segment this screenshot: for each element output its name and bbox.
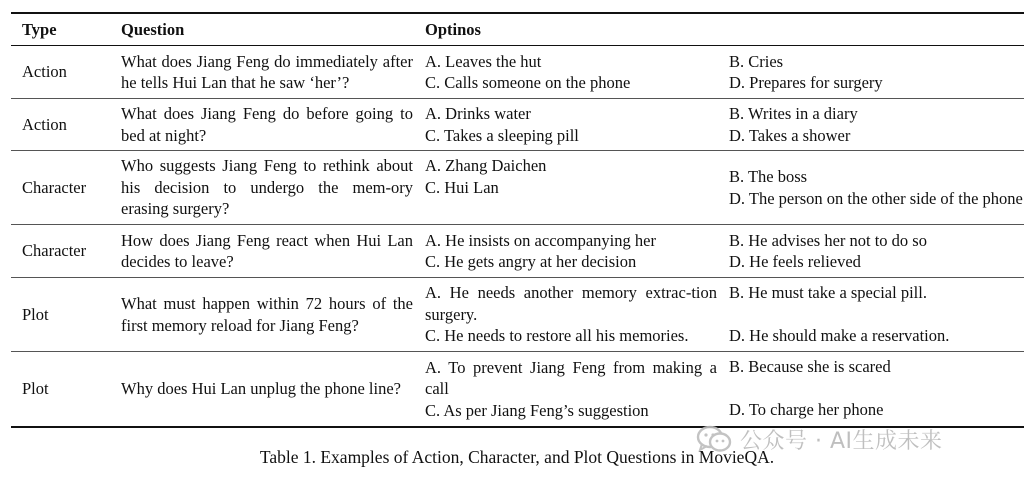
option-b: B. The boss — [729, 167, 808, 186]
option-d: D. Takes a shower — [729, 125, 851, 145]
option-c: C. As per Jiang Feng’s suggestion — [425, 400, 649, 420]
options-right-cell — [717, 151, 1024, 225]
option-b: B. Cries — [729, 51, 784, 71]
table-row — [11, 99, 1024, 151]
table-caption: Table 1. Examples of Action, Character, and Plot Questions in MovieQA. — [259, 447, 775, 467]
options-left-cell — [413, 225, 717, 278]
header-row — [11, 13, 1024, 46]
option-b: B. He advises her not to do so — [729, 230, 927, 250]
option-a: A. Drinks water — [425, 104, 531, 123]
type-cell: Action — [22, 114, 67, 134]
option-d: D. He feels relieved — [729, 252, 861, 271]
question-cell: Why does Hui Lan unplug the phone line? — [121, 379, 401, 398]
option-b: B. Writes in a diary — [729, 104, 858, 123]
watermark-text: 公众号 · AI生成未来 — [740, 428, 943, 454]
table-body — [11, 46, 1024, 427]
header-options: Optinos — [425, 19, 481, 39]
option-c: C. Calls someone on the phone — [425, 73, 631, 92]
option-d: D. He should make a reservation. — [729, 326, 950, 346]
type-cell: Plot — [22, 304, 49, 324]
option-b: B. Because she is scared — [729, 357, 891, 376]
options-left-cell — [413, 278, 717, 352]
option-d: D. To charge her phone — [729, 400, 884, 419]
options-left-cell — [413, 151, 717, 225]
table-row — [11, 225, 1024, 278]
options-left-cell — [413, 46, 717, 99]
option-c: C. He needs to restore all his memories. — [425, 326, 689, 346]
option-a: A. To prevent Jiang Feng from making a call — [425, 357, 717, 398]
options-right-cell — [717, 46, 1024, 99]
options-right-cell — [717, 278, 1024, 352]
question-cell: Who suggests Jiang Feng to rethink about his decision to undergo the mem-ory erasing surgery? — [121, 156, 413, 219]
question-cell: How does Jiang Feng react when Hui Lan decides to leave? — [121, 230, 413, 271]
option-c: C. Hui Lan — [425, 177, 499, 197]
option-a: A. He needs another memory extrac-tion surgery. — [425, 283, 717, 324]
option-a: A. He insists on accompanying her — [425, 230, 656, 250]
type-cell: Character — [22, 177, 87, 197]
option-b: B. He must take a special pill. — [729, 283, 927, 303]
option-d: D. Prepares for surgery — [729, 73, 883, 92]
option-c: C. He gets angry at her decision — [425, 252, 637, 271]
table-header — [11, 13, 1024, 46]
table-row — [11, 278, 1024, 352]
options-left-cell — [413, 352, 717, 427]
option-c: C. Takes a sleeping pill — [425, 125, 579, 145]
option-a: A. Zhang Daichen — [425, 156, 547, 175]
question-cell: What does Jiang Feng do before going to bed at night? — [121, 104, 413, 145]
question-cell: What does Jiang Feng do immediately after he tells Hui Lan that he saw ‘her’? — [121, 51, 413, 92]
option-d: D. The person on the other side of the phone — [729, 188, 1023, 208]
options-right-cell — [717, 352, 1024, 427]
table-row — [11, 46, 1024, 99]
movieqa-table — [11, 12, 1024, 428]
table-row — [11, 151, 1024, 225]
type-cell: Plot — [22, 379, 49, 398]
table-row — [11, 352, 1024, 427]
options-right-cell — [717, 99, 1024, 151]
header-question: Question — [121, 19, 185, 39]
options-right-cell — [717, 225, 1024, 278]
options-left-cell — [413, 99, 717, 151]
type-cell: Character — [22, 241, 87, 261]
option-a: A. Leaves the hut — [425, 51, 542, 71]
question-cell: What must happen within 72 hours of the first memory reload for Jiang Feng? — [121, 294, 413, 335]
type-cell: Action — [22, 62, 67, 82]
header-type: Type — [22, 19, 57, 39]
